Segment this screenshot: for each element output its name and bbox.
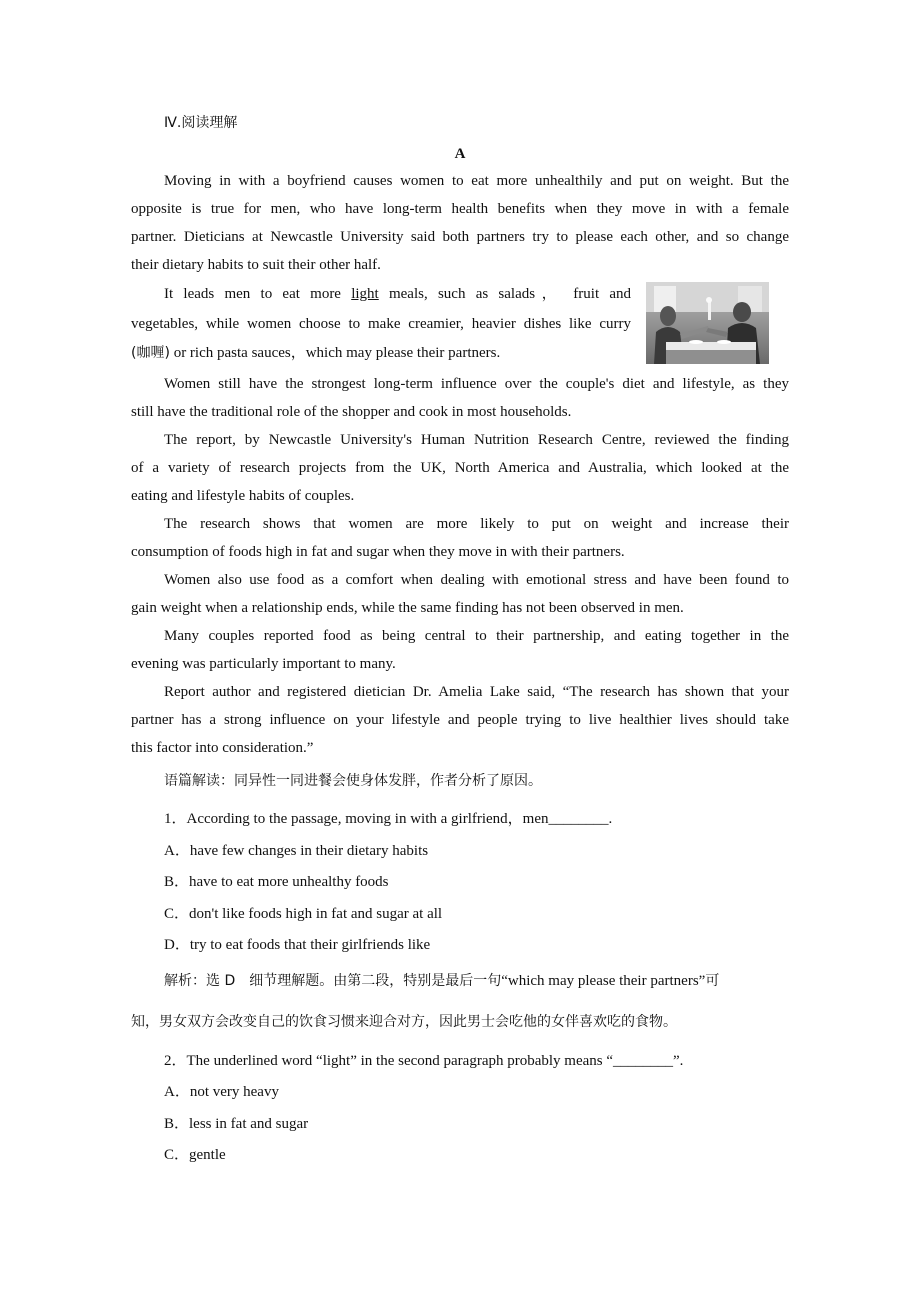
passage-summary: 语篇解读：同异性一同进餐会使身体发胖，作者分析了原因。 [164, 773, 542, 789]
q1-option-b: B．have to eat more unhealthy foods [164, 874, 389, 890]
p8-line-1: Report author and registered dietician Dr. Amelia Lake said, “The research has shown that your [164, 684, 789, 700]
q1-stem: 1．According to the passage, moving in with a girlfriend，men________. [164, 811, 613, 827]
p2-line-2: vegetables, while women choose to make creamier, heavier dishes like curry [131, 316, 631, 332]
p7-line-2: evening was particularly important to many. [131, 656, 396, 672]
p2-line-3 [131, 343, 500, 363]
q1-analysis-quote: “which may please their partners” [501, 973, 706, 989]
underlined-word-light: light [351, 286, 379, 302]
p3-line-1: Women still have the strongest long-term influence over the couple's diet and lifestyle, as they [164, 376, 789, 392]
p6-line-1: Women also use food as a comfort when dealing with emotional stress and have been found to [164, 572, 789, 588]
q2-option-a: A．not very heavy [164, 1084, 279, 1100]
p5-line-1: The research shows that women are more likely to put on weight and increase their [164, 516, 789, 532]
p2-line-1 [131, 284, 631, 304]
q1-option-c: C．don't like foods high in fat and sugar at all [164, 906, 443, 922]
p7-line-1: Many couples reported food as being central to their partnership, and eating together in the [164, 628, 789, 644]
q1-option-d: D．try to eat foods that their girlfriends like [164, 937, 431, 953]
q1-analysis-cn-c: 可 [705, 973, 720, 989]
p8-line-3: this factor into consideration.” [131, 740, 314, 756]
q1-analysis-line-1 [164, 971, 719, 991]
q2-stem: 2．The underlined word “light” in the second paragraph probably means “________”. [164, 1053, 684, 1069]
q2-option-b: B．less in fat and sugar [164, 1116, 309, 1132]
p1-line-2: opposite is true for men, who have long-term health benefits when they move in with a female [131, 201, 789, 217]
q1-analysis-line-2: 知，男女双方会改变自己的饮食习惯来迎合对方，因此男士会吃他的女伴喜欢吃的食物。 [131, 1014, 677, 1030]
q1-analysis-cn-a: 解析：选 D 细节理解题。由第二段，特别是最后一句 [164, 973, 502, 989]
p4-line-1: The report, by Newcastle University's Human Nutrition Research Centre, reviewed the finding [164, 432, 789, 448]
p1-line-3: partner. Dieticians at Newcastle University said both partners try to please each other, and so change [131, 229, 789, 245]
p4-line-2: of a variety of research projects from the UK, North America and Australia, which looked at the [131, 460, 789, 476]
p1-line-1: Moving in with a boyfriend causes women to eat more unhealthily and put on weight. But the [164, 173, 789, 189]
p2-text-before: It leads men to eat more [164, 286, 341, 302]
p3-line-2: still have the traditional role of the shopper and cook in most households. [131, 404, 572, 420]
passage-label: A [454, 146, 466, 162]
p5-line-2: consumption of foods high in fat and sugar when they move in with their partners. [131, 544, 625, 560]
p1-line-4: their dietary habits to suit their other half. [131, 257, 381, 273]
p4-line-3: eating and lifestyle habits of couples. [131, 488, 355, 504]
p2-text-after: meals, such as salads， fruit and [388, 286, 632, 302]
section-heading: Ⅳ.阅读理解 [164, 115, 238, 131]
p8-line-2: partner has a strong influence on your lifestyle and people trying to live healthier lives should take [131, 712, 789, 728]
q2-option-c: C．gentle [164, 1147, 226, 1163]
p2-line-3-text: or rich pasta sauces，which may please their partners. [169, 345, 501, 361]
p2-cn-gloss: (咖喱) [131, 345, 170, 361]
q1-option-a: A．have few changes in their dietary habits [164, 843, 429, 859]
p6-line-2: gain weight when a relationship ends, while the same finding has not been observed in men. [131, 600, 684, 616]
couple-dining-photo [646, 282, 769, 364]
